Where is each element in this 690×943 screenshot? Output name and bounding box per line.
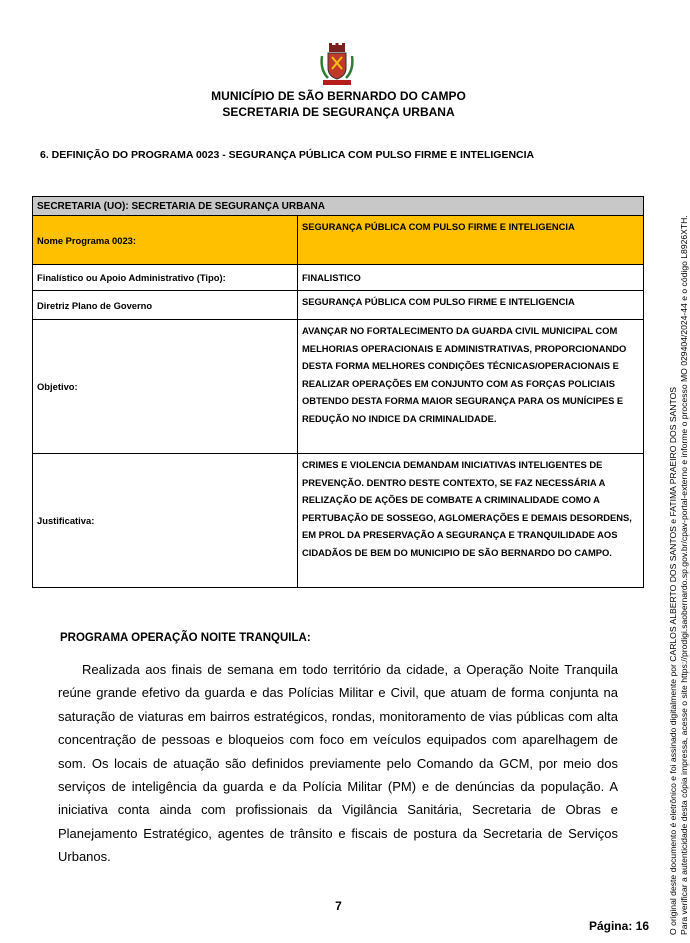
- operation-paragraph: Realizada aos finais de semana em todo território da cidade, a Operação Noite Tranquila reúne grande efetivo da guarda e das Polícias Militar e Civil, que atuam de forma conjunta na saturação de viaturas em bairros estratégicos, rondas, monitoramento de vias públicas com alta concentração de pessoas e bloqueios com foco em veículos equipados com aparelhagem de som. Os locais de atuação são definidos previamente pelo Comando da GCM, por meio dos serviços de inteligência da guarda e da Polícia Militar (PM) e de denúncias da população. A iniciativa conta ainda com profissionais da Vigilância Sanitária, Secretaria de Obras e Planejamento Estratégico, agentes de trânsito e fiscais de postura da Secretaria de Serviços Urbanos.: [58, 662, 618, 865]
- municipal-coat-of-arms-icon: [318, 42, 356, 86]
- program-type-value: FINALISTICO: [298, 265, 644, 291]
- justification-value: CRIMES E VIOLENCIA DEMANDAM INICIATIVAS INTELIGENTES DE PREVENÇÃO. DENTRO DESTE CONTEXTO, SE FAZ NECESSÁRIA A RELIZAÇÃO DE AÇÕES DE COMBATE A CRIMINALIDADE COMO A PERTUBAÇÃO DE SOSSEGO, AGLOMERAÇÕES E DEMAIS DESORDENS, EM PROL DA PRESERVAÇÃO A SEGURANÇA E TRANQUILIDADE AOS CIDADÃOS DE BEM DO MUNICIPIO DE SÃO BERNARDO DO CAMPO.: [298, 454, 644, 588]
- guideline-value: SEGURANÇA PÚBLICA COM PULSO FIRME E INTELIGENCIA: [298, 291, 644, 320]
- program-name-value: SEGURANÇA PÚBLICA COM PULSO FIRME E INTELIGENCIA: [298, 216, 644, 265]
- program-type-row: [33, 265, 644, 291]
- objective-label: Objetivo:: [33, 320, 298, 454]
- secretaria-row: [33, 197, 644, 216]
- pagina-label: Página: 16: [588, 919, 649, 933]
- page-number: 7: [335, 899, 342, 913]
- municipality-name: MUNICÍPIO DE SÃO BERNARDO DO CAMPO: [211, 89, 466, 103]
- guideline-row: [33, 291, 644, 320]
- digital-signature-notice: [668, 215, 690, 935]
- objective-value: AVANÇAR NO FORTALECIMENTO DA GUARDA CIVIL MUNICIPAL COM MELHORIAS OPERACIONAIS E ADMINISTRATIVAS, PROPORCIONANDO DESTA FORMA MELHORES CONDIÇÕES TÉCNICAS/OPERACIONAIS E REALIZAR OPERAÇÕES EM CONJUNTO COM AS FORÇAS POLICIAIS OBTENDO DESTA FORMA MAIOR SEGURANÇA PARA OS MUNÍCIPES E REDUÇÃO NO INDICE DA CRIMINALIDADE.: [298, 320, 644, 454]
- objective-row: [33, 320, 644, 454]
- guideline-label: Diretriz Plano de Governo: [33, 291, 298, 320]
- justification-label: Justificativa:: [33, 454, 298, 588]
- secretaria-cell: SECRETARIA (UO): SECRETARIA DE SEGURANÇA URBANA: [33, 197, 644, 216]
- program-type-label: Finalístico ou Apoio Administrativo (Tipo):: [33, 265, 298, 291]
- program-table: [32, 196, 644, 588]
- signature-line: O original deste documento é eletrônico e foi assinado digitalmente por CARLOS ALBERTO DOS SANTOS e FATIMA PRAEIRO DOS SANTOS: [668, 386, 678, 935]
- verification-line: Para verificar a autenticidade desta cópia impressa, acesse o site https://prodigi.saobernardo.sp.gov.br/cpav-portal-externo e informe o processo MO 029404/2024-44 e o código L8926XTH.: [679, 215, 689, 935]
- department-name: SECRETARIA DE SEGURANÇA URBANA: [222, 105, 455, 119]
- program-name-row: [33, 216, 644, 265]
- section-title: 6. DEFINIÇÃO DO PROGRAMA 0023 - SEGURANÇA PÚBLICA COM PULSO FIRME E INTELIGENCIA: [40, 149, 535, 161]
- justification-row: [33, 454, 644, 588]
- operation-title: PROGRAMA OPERAÇÃO NOITE TRANQUILA:: [60, 632, 311, 644]
- program-name-label: Nome Programa 0023:: [33, 216, 298, 265]
